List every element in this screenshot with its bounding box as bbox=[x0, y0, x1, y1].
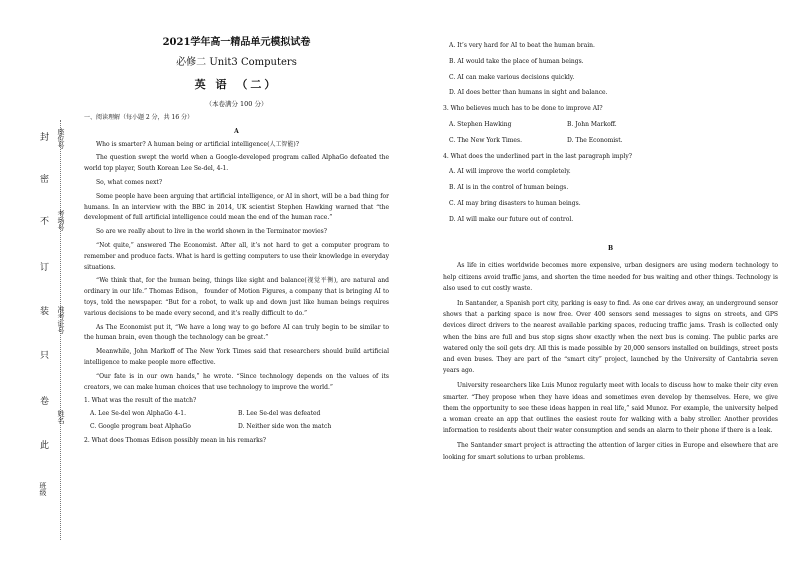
cut-char: 订 bbox=[38, 262, 48, 271]
question-1-option-a[interactable]: A. Lee Se-del won AlphaGo 4-1. bbox=[90, 410, 186, 418]
question-2-option-d[interactable]: D. AI does better than humans in sight and balance. bbox=[449, 89, 608, 97]
question-4-option-d[interactable]: D. AI will make our future out of control. bbox=[449, 215, 574, 223]
question-3-option-a[interactable]: A. Stephen Hawking bbox=[449, 120, 512, 128]
question-1-options-row-2 bbox=[90, 422, 389, 433]
passage-b-paragraph: University researchers like Luis Munoz regularly meet with locals to discuss how to make their city even smarter. “They propose when they have ideas and sometimes even develop by themselves. Here, we give them the opportunity to see these ideas happen in real life,” said Munoz. For example, the university helped a woman create an app that outlines the easiest route for walking with a baby stroller. Another provides information to residents about their water consumption and sends an alarm to their phone if there is a leak. bbox=[443, 382, 778, 435]
cut-char: 装 bbox=[38, 306, 48, 315]
name-label: 姓名 bbox=[57, 410, 65, 424]
question-2-option-b[interactable]: B. AI would take the place of human beings. bbox=[449, 57, 584, 65]
question-3-options-row-2 bbox=[449, 136, 778, 147]
question-4-stem: 4. What does the underlined part in the last paragraph imply? bbox=[443, 152, 632, 160]
question-2-option-a[interactable]: A. It’s very hard for AI to beat the human brain. bbox=[449, 42, 595, 49]
right-column bbox=[443, 36, 778, 467]
passage-a-paragraph: So, what comes next? bbox=[96, 178, 163, 186]
cut-char: 封 bbox=[38, 132, 48, 141]
section-heading: 一、阅读理解（每小题 2 分，共 16 分） bbox=[84, 114, 194, 121]
passage-b-paragraph: The Santander smart project is attracting the attention of larger cities in Europe and elsewhere that are looking for smart solutions to urban problems. bbox=[443, 442, 778, 461]
question-1-options-row-1 bbox=[90, 409, 389, 420]
question-4-option-c[interactable]: C. AI may bring disasters to human beings. bbox=[449, 199, 581, 207]
passage-b-paragraph: In Santander, a Spanish port city, parking is easy to find. As one car drives away, an underground sensor shows that a parking space is now free. Over 400 sensors send messages to signs on streets, and GPS devices direct drivers to the nearest available parking spaces, reducing traffic jams. Trash is collected only when the bins are full and bus stop signs show exactly when the next bus is coming. The public parks are watered only the soil gets dry. All this is made possible by 20,000 sensors installed on buildings, street posts and even buses. They are part of the “smart city” project, launched by the University of Cantabria seven years ago. bbox=[443, 299, 778, 375]
question-3-option-c[interactable]: C. The New York Times. bbox=[449, 136, 522, 144]
passage-a-paragraph: “Not quite,” answered The Economist. After all, it’s not hard to get a computer program to remember and produce facts. What is hard is getting computers to use their knowledge in everyday situations. bbox=[84, 241, 389, 271]
passage-a-paragraph: So are we really about to live in the world shown in the Terminator movies? bbox=[96, 228, 327, 236]
exam-room-label: 考场号 bbox=[57, 210, 65, 231]
question-1-option-c[interactable]: C. Google program beat AlphaGo bbox=[90, 422, 191, 430]
question-2-stem: 2. What does Thomas Edison possibly mean in his remarks? bbox=[84, 436, 267, 444]
binding-margin bbox=[0, 0, 75, 562]
exam-title: 2021学年高一精品单元模拟试卷 bbox=[162, 37, 311, 48]
passage-a-paragraph: “Our fate is in our own hands,” he wrote. “Since technology depends on the values of its creators, we can make human choices that use technology to improve the world.” bbox=[84, 372, 389, 391]
question-1-option-d[interactable]: D. Neither side won the match bbox=[238, 422, 332, 430]
question-1-stem: 1. What was the result of the match? bbox=[84, 397, 197, 405]
cut-char: 密 bbox=[38, 174, 48, 183]
question-3-stem: 3. Who believes much has to be done to improve AI? bbox=[443, 105, 603, 113]
passage-a-paragraph: As The Economist put it, “We have a long way to go before AI can truly begin to be similar to the human brain, even though the technology can be great.” bbox=[84, 323, 389, 342]
passage-a-paragraph: Meanwhile, John Markoff of The New York Times said that researchers should build artificial intelligence to make people more effective. bbox=[84, 348, 389, 366]
score-note: （本卷满分 100 分） bbox=[205, 100, 268, 108]
exam-subtitle: 必修二 Unit3 Computers bbox=[176, 57, 297, 68]
cut-char: 此 bbox=[38, 440, 48, 449]
passage-a-paragraph: Some people have been arguing that artificial intelligence, or AI in short, will be a bad thing for humans. In an interview with the BBC in 2014, UK scientist Stephen Hawking warned that “the development of full artificial intelligence could mean the end of the human race.” bbox=[84, 192, 389, 222]
seat-number-label: 座位号 bbox=[57, 128, 65, 149]
cut-char: 不 bbox=[38, 216, 48, 225]
question-1-option-b[interactable]: B. Lee Se-del was defeated bbox=[238, 410, 321, 418]
passage-a-paragraph: The question swept the world when a Google-developed program called AlphaGo defeated the world top player, South Korean Lee Se-del, 4-1. bbox=[84, 154, 389, 173]
exam-subject: 英 语 （二） bbox=[194, 78, 279, 91]
admission-number-label: 准考证号 bbox=[57, 306, 65, 334]
cut-char: 只 bbox=[38, 350, 48, 359]
passage-a-paragraph: Who is smarter? A human being or artificial intelligence(人工智能)? bbox=[96, 140, 299, 148]
passage-a-paragraph: “We think that, for the human being, things like sight and balance(视觉平衡), are natural and ordinary in our life.” Thomas Edison， founder of Motion Figures, a company that is bringing AI to toys, told the newspaper. “But for a robot, to walk up and down just like human beings requires various decisions to be made every second, and it’s really difficult to do.” bbox=[84, 277, 389, 317]
passage-b-paragraph: As life in cities worldwide becomes more expensive, urban designers are using modern technology to help citizens avoid traffic jams, and shorten the time needed for bus waiting and other things. Technology is also used to cut costly waste. bbox=[443, 262, 778, 292]
class-label: 班级 bbox=[39, 482, 47, 496]
passage-b-letter: B bbox=[607, 244, 614, 252]
cut-char: 卷 bbox=[38, 396, 48, 405]
question-4-option-a[interactable]: A. AI will improve the world completely. bbox=[449, 168, 571, 176]
question-3-option-d[interactable]: D. The Economist. bbox=[567, 136, 623, 144]
question-3-option-b[interactable]: B. John Markoff. bbox=[567, 120, 617, 128]
left-column bbox=[84, 36, 389, 447]
passage-a-letter: A bbox=[234, 127, 239, 135]
question-3-options-row-1 bbox=[449, 120, 778, 131]
question-4-option-b[interactable]: B. AI is in the control of human beings. bbox=[449, 184, 569, 192]
question-2-option-c[interactable]: C. AI can make various decisions quickly. bbox=[449, 73, 575, 81]
